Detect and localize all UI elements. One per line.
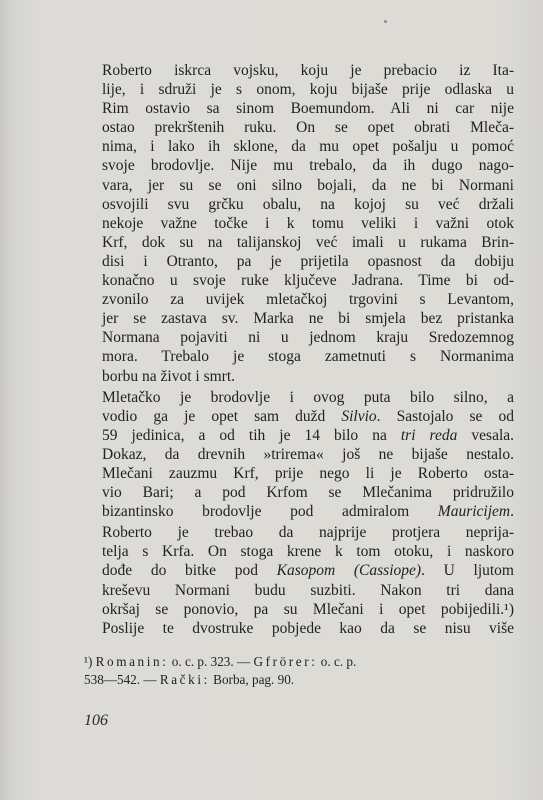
- text-line: 59 jedinica, a od tih je 14 bilo na tri reda vesala.: [102, 426, 515, 444]
- text-line: Rim ostavio sa sinom Boemundom. Ali ni car nije: [102, 100, 514, 118]
- emphasis: Kasopom (Cassiope): [276, 562, 422, 580]
- paragraph-3: [84, 523, 514, 638]
- paragraph-2: [84, 388, 514, 522]
- text-line: Normana pojaviti ni u jednom kraju Sredozemnog: [102, 329, 514, 347]
- text-line: Mlečani zauzmu Krf, prije nego li je Roberto osta-: [102, 464, 514, 482]
- text-line: nekoje važne točke i k tomu veliki i važni otok: [102, 214, 514, 232]
- text-line: jer se zastava sv. Marka ne bi smjela bez pristanka: [102, 310, 514, 328]
- footnote: [84, 653, 514, 688]
- text-line: mora. Trebalo je stoga zametnuti s Normanima: [102, 348, 514, 366]
- text-line: svoje brodovlje. Nije mu trebalo, da ih dugo nago-: [102, 157, 514, 175]
- speck-mark: [384, 20, 387, 23]
- page-number: 106: [84, 712, 108, 729]
- paragraph-1: [84, 61, 514, 386]
- text-line: Roberto je trebao da najprije protjera neprija-: [102, 524, 514, 542]
- text-line: kreševu Normani budu suzbiti. Nakon tri dana: [102, 581, 514, 599]
- text-line: Krf, dok su na talijanskoj već imali u rukama Brin-: [102, 233, 514, 251]
- text-line: Roberto iskrca vojsku, koju je prebacio iz Ita-: [102, 62, 514, 79]
- text-line: ostao prekrštenih ruku. On se opet obrati Mleča-: [102, 119, 514, 137]
- text-line: vara, jer su se oni silno bojali, da ne bi Normani: [102, 176, 514, 194]
- text-line: lije, i sdruži je s onom, koju bijaše prije odlaska u: [102, 81, 514, 99]
- emphasis: Silvio: [341, 407, 377, 425]
- text-line: bizantinsko brodovlje pod admiralom Mauricijem.: [102, 503, 514, 521]
- text-line: Dokaz, da drevnih »trirema« još ne bijaše nestalo.: [102, 445, 514, 463]
- emphasis: Mauricijem: [437, 503, 511, 521]
- text-line: vio Bari; a pod Krfom se Mlečanima pridružilo: [102, 484, 514, 502]
- text-line: borbu na život i smrt.: [102, 367, 236, 385]
- text-line: nima, i lako ih sklone, da mu opet pošalju u pomoć: [102, 138, 514, 156]
- body-text: [84, 61, 514, 638]
- text-line: telja s Krfa. On stoga krene k tom otoku, i naskoro: [102, 543, 514, 561]
- footnote-line-2: 538—542. — Rački: Borba, pag. 90.: [84, 671, 295, 687]
- text-line: dođe do bitke pod Kasopom (Cassiope). U ljutom: [102, 562, 514, 580]
- emphasis: tri reda: [400, 426, 458, 444]
- text-line: disi i Otranto, pa je prijetila opasnost da dobiju: [102, 252, 514, 270]
- text-line: okršaj se ponovio, pa su Mlečani i opet pobijedili.¹): [102, 600, 514, 618]
- text-line: osvojili svu grčku obalu, na kojoj su već držali: [102, 195, 514, 213]
- text-line: Mletačko je brodovlje i ovog puta bilo silno, a: [102, 388, 514, 406]
- text-line: Poslije te dvostruke pobjede kao da se nisu više: [102, 619, 514, 637]
- text-line: vodio ga je opet sam dužd Silvio. Sastojalo se od: [102, 407, 514, 425]
- text-line: zvonilo za uvijek mletačkoj trgovini s Levantom,: [102, 291, 514, 309]
- text-line: konačno u svoje ruke ključeve Jadrana. Time bi od-: [102, 272, 514, 290]
- footnote-line-1: ¹) Romanin: o. c. p. 323. — Gfrörer: o. c. p.: [84, 654, 357, 669]
